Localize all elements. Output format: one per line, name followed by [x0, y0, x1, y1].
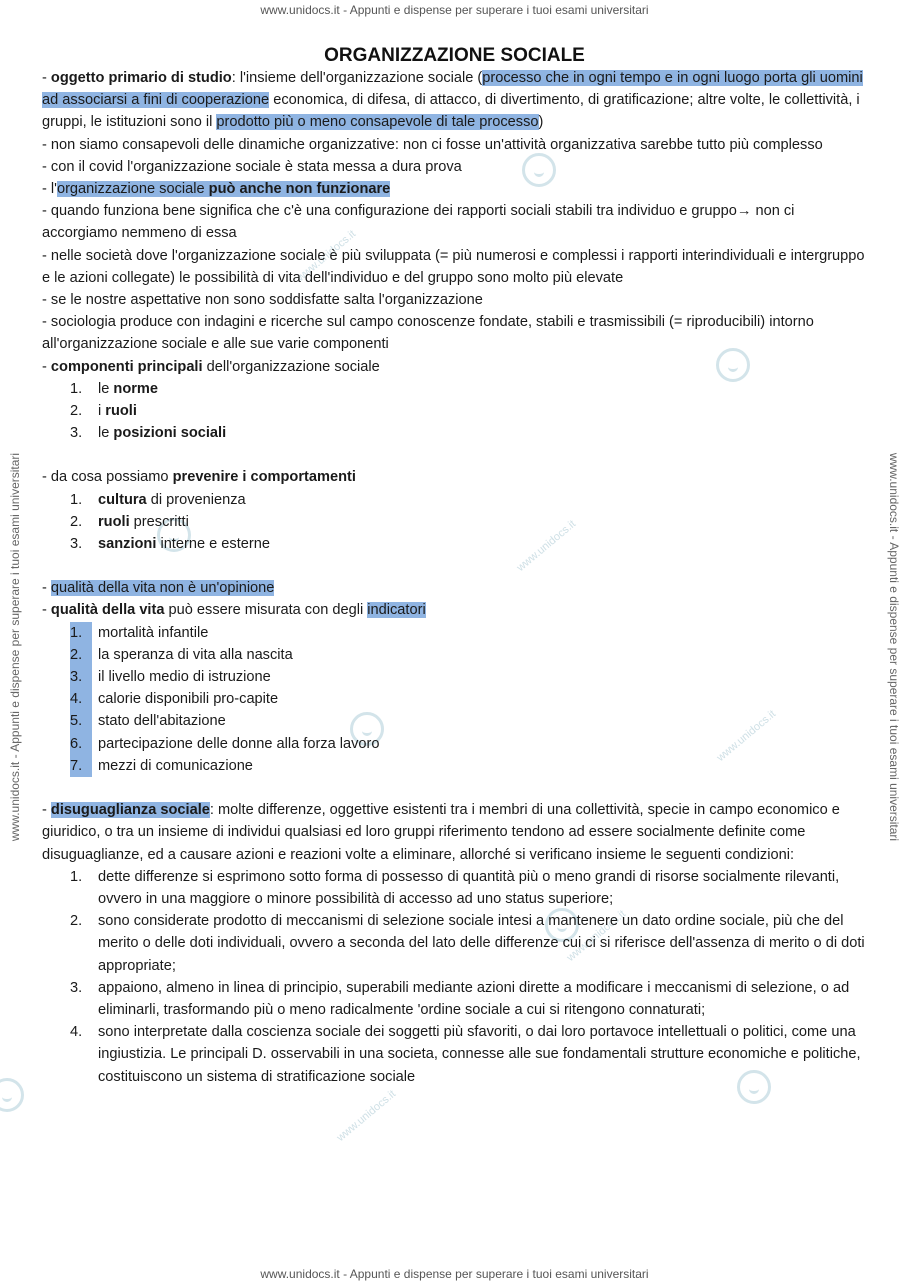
watermark-diagonal: www.unidocs.it — [714, 708, 779, 764]
highlight: organizzazione sociale può anche non funzionare — [56, 181, 391, 198]
paragraph: - l'organizzazione sociale può anche non funzionare — [42, 181, 391, 198]
paragraph: - se le nostre aspettative non sono soddisfatte salta l'organizzazione — [42, 292, 483, 309]
watermark-footer: www.unidocs.it - Appunti e dispense per superare i tuoi esami universitari — [260, 1267, 649, 1281]
list-item: 3. appaiono, almeno in linea di principio, superabili mediante azioni dirette a modificare i meccanismi di selezione, o ad eliminarli, trasformando più o meno radicalmente 'ordine sociale a cui si ritengono connaturati; — [70, 979, 850, 1018]
paragraph: - qualità della vita non è un'opinione — [42, 580, 275, 597]
highlight: processo che in ogni tempo e in ogni luogo porta gli uomini ad associarsi a fini di cooperazione — [42, 70, 863, 109]
list-item: 2. la speranza di vita alla nascita — [42, 644, 867, 666]
list-item: 2. i ruoli — [70, 403, 137, 420]
watermark-diagonal: www.unidocs.it — [294, 228, 359, 284]
paragraph: - qualità della vita può essere misurata con degli indicatori — [42, 602, 426, 619]
highlight: disuguaglianza sociale — [50, 802, 210, 819]
list-item: 4. calorie disponibili pro-capite — [42, 688, 867, 710]
list-item: 2. ruoli prescritti — [70, 513, 189, 530]
list-item: 1. le norme — [70, 380, 159, 397]
paragraph: - sociologia produce con indagini e ricerche sul campo conoscenze fondate, stabili e trasmissibili (= riproducibili) intorno all'organizzazione sociale e alle sue varie componenti — [42, 314, 814, 353]
list-item: 1. dette differenze si esprimono sotto forma di possesso di quantità più o meno grandi di risorse socialmente rilevanti, ovvero in una maggiore o minore possibilità di accesso ad uno status superiore; — [70, 868, 840, 907]
list-item: 7. mezzi di comunicazione — [42, 755, 867, 777]
watermark-diagonal: www.unidocs.it — [514, 518, 579, 574]
list-item: 6. partecipazione delle donne alla forza lavoro — [42, 733, 867, 755]
list-condizioni — [42, 866, 867, 1088]
list-item: 1. mortalità infantile — [42, 622, 867, 644]
highlight: prodotto più o meno consapevole di tale processo — [216, 114, 539, 131]
paragraph: - nelle società dove l'organizzazione sociale è più sviluppata (= più numerosi e complessi i rapporti interindividuali e intergruppo e le azioni collegate) le possibilità di vita dell'individuo e del gruppo sono molto più elevate — [42, 247, 865, 286]
watermark-diagonal: www.unidocs.it — [564, 908, 629, 964]
list-item: 2. sono considerate prodotto di meccanismi di selezione sociale intesi a mantenere un dato ordine sociale, più che del merito o delle doti individuali, ovvero a seconda del lato delle differenze cui ci si riferisce dell'assenza di merito o di doti appropriate; — [70, 913, 865, 974]
document-page — [42, 44, 867, 1088]
paragraph-oggetto: - oggetto primario di studio: l'insieme dell'organizzazione sociale (processo che in ogni tempo e in ogni luogo porta gli uomini ad associarsi a fini di cooperazione economica, di difesa, di attacco, di divertimento, di gratificazione; altre volte, le collettività, i gruppi, le istituzioni sono il prodotto più o meno consapevole di tale processo) — [42, 70, 863, 131]
watermark-logo-icon — [0, 1078, 24, 1112]
highlight: indicatori — [367, 602, 426, 619]
highlight: qualità della vita non è un'opinione — [50, 580, 275, 597]
paragraph: - componenti principali dell'organizzazione sociale — [42, 358, 380, 375]
list-item: 5. stato dell'abitazione — [42, 710, 867, 732]
watermark-side-right: www.unidocs.it - Appunti e dispense per superare i tuoi esami universitari — [887, 452, 901, 842]
paragraph: - da cosa possiamo prevenire i comportamenti — [42, 469, 356, 486]
paragraph: - con il covid l'organizzazione sociale è stata messa a dura prova — [42, 158, 462, 175]
list-item: 4. sono interpretate dalla coscienza sociale dei soggetti più sfavoriti, o dai loro portavoce intellettuali o politici, come una ingiustizia. Le principali D. osservabili in una societa, connesse alle sue fondamentali strutture economiche e politiche, costituiscono un sistema di stratificazione sociale — [70, 1024, 861, 1085]
watermark-side-left: www.unidocs.it - Appunti e dispense per superare i tuoi esami universitari — [8, 452, 22, 842]
watermark-diagonal: www.unidocs.it — [334, 1088, 399, 1144]
watermark-header: www.unidocs.it - Appunti e dispense per superare i tuoi esami universitari — [260, 3, 649, 17]
page-title: ORGANIZZAZIONE SOCIALE — [324, 45, 585, 66]
list-item: 3. sanzioni interne e esterne — [70, 536, 270, 553]
list-prevenire — [42, 489, 867, 556]
paragraph: - disuguaglianza sociale: molte differenze, oggettive esistenti tra i membri di una collettività, specie in campo economico e giuridico, o tra un insieme di individui qualsiasi ed loro gruppi riferimento tendono ad essere socialmente definite come disuguaglianze, ed a causare azioni e reazioni volte a eliminare, allorché si verificano insieme le seguenti condizioni: — [42, 802, 840, 863]
paragraph: - quando funziona bene significa che c'è una configurazione dei rapporti sociali stabili tra individuo e gruppo→ non ci accorgiamo nemmeno di essa — [42, 203, 795, 242]
paragraph: - non siamo consapevoli delle dinamiche organizzative: non ci fosse un'attività organizzativa sarebbe tutto più complesso — [42, 136, 823, 153]
list-indicatori — [42, 622, 867, 777]
list-item: 3. il livello medio di istruzione — [42, 666, 867, 688]
list-componenti — [42, 378, 867, 445]
list-item: 1. cultura di provenienza — [70, 491, 246, 508]
list-item: 3. le posizioni sociali — [70, 425, 227, 442]
